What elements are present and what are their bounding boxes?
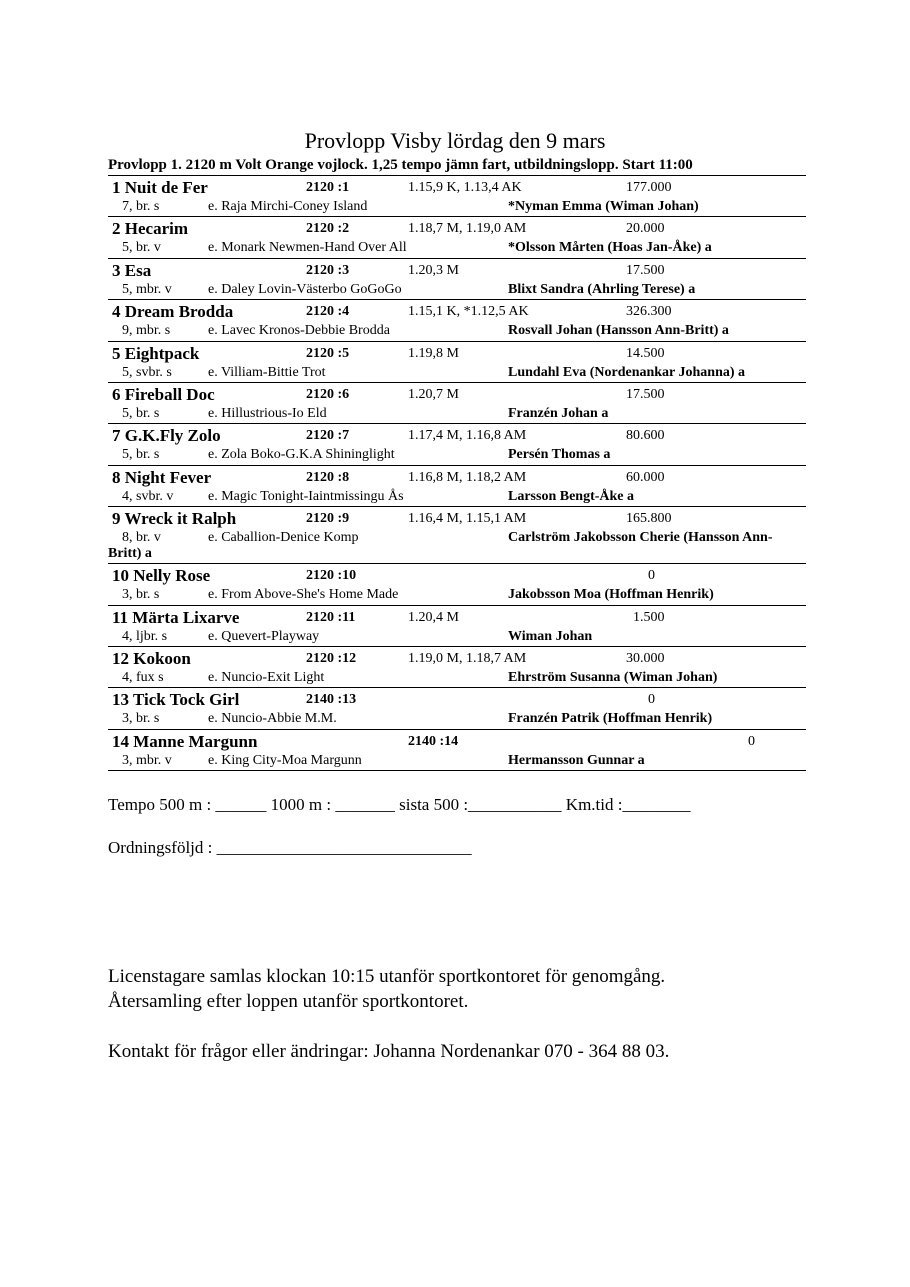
driver-trainer: Persén Thomas a bbox=[508, 447, 611, 463]
age-color-sex: 4, svbr. v bbox=[122, 488, 174, 504]
driver-trainer: Franzén Patrik (Hoffman Henrik) bbox=[508, 711, 713, 727]
driver-trainer: Franzén Johan a bbox=[508, 405, 609, 421]
records: 1.18,7 M, 1.19,0 AM bbox=[408, 221, 527, 237]
distance-post: 2120 :4 bbox=[306, 304, 350, 320]
distance-post: 2120 :11 bbox=[306, 609, 356, 625]
pedigree: e. Hillustrious-Io Eld bbox=[208, 405, 327, 421]
winnings: 60.000 bbox=[626, 469, 665, 485]
age-color-sex: 5, br. s bbox=[122, 447, 160, 463]
distance-post: 2140 :14 bbox=[408, 733, 459, 749]
winnings: 326.300 bbox=[626, 304, 672, 320]
distance-post: 2120 :2 bbox=[306, 221, 350, 237]
records: 1.15,1 K, *1.12,5 AK bbox=[408, 304, 529, 320]
pedigree: e. Villiam-Bittie Trot bbox=[208, 364, 326, 380]
entry-9 bbox=[108, 507, 806, 564]
pedigree: e. Nuncio-Abbie M.M. bbox=[208, 711, 337, 727]
records: 1.20,7 M bbox=[408, 386, 459, 402]
winnings: 20.000 bbox=[626, 221, 665, 237]
horse-name: 3 Esa bbox=[112, 260, 152, 280]
distance-post: 2140 :13 bbox=[306, 692, 357, 708]
entry-2 bbox=[108, 217, 806, 258]
horse-name: 11 Märta Lixarve bbox=[112, 607, 240, 627]
finish-order-fill-in-line: Ordningsföljd : ______________________________ bbox=[108, 838, 472, 857]
pedigree: e. Nuncio-Exit Light bbox=[208, 669, 325, 685]
entry-6 bbox=[108, 383, 806, 424]
distance-post: 2120 :10 bbox=[306, 568, 357, 584]
records: 1.16,8 M, 1.18,2 AM bbox=[408, 469, 527, 485]
distance-post: 2120 :1 bbox=[306, 180, 350, 195]
page-title: Provlopp Visby lördag den 9 mars bbox=[304, 128, 606, 153]
tempo-fill-in-line: Tempo 500 m : ______ 1000 m : _______ sista 500 :___________ Km.tid :________ bbox=[108, 795, 691, 814]
records: 1.19,8 M bbox=[408, 345, 459, 361]
entry-8 bbox=[108, 466, 806, 507]
winnings: 1.500 bbox=[633, 609, 665, 625]
pedigree: e. Lavec Kronos-Debbie Brodda bbox=[208, 323, 390, 339]
horse-name: 6 Fireball Doc bbox=[112, 384, 215, 404]
driver-trainer: Larsson Bengt-Åke a bbox=[508, 488, 635, 504]
driver-trainer: Jakobsson Moa (Hoffman Henrik) bbox=[508, 587, 714, 603]
age-color-sex: 4, ljbr. s bbox=[122, 628, 168, 644]
winnings: 17.500 bbox=[626, 386, 665, 402]
distance-post: 2120 :8 bbox=[306, 469, 350, 485]
age-color-sex: 5, br. s bbox=[122, 405, 160, 421]
age-color-sex: 4, fux s bbox=[122, 669, 164, 685]
entry-11 bbox=[108, 606, 806, 647]
records: 1.17,4 M, 1.16,8 AM bbox=[408, 428, 527, 444]
distance-post: 2120 :3 bbox=[306, 262, 350, 278]
distance-post: 2120 :7 bbox=[306, 428, 350, 444]
records: 1.15,9 K, 1.13,4 AK bbox=[408, 180, 522, 195]
driver-trainer: *Nyman Emma (Wiman Johan) bbox=[508, 199, 699, 214]
records: 1.19,0 M, 1.18,7 AM bbox=[408, 650, 527, 666]
horse-name: 8 Night Fever bbox=[112, 467, 212, 487]
winnings: 0 bbox=[648, 568, 655, 584]
age-color-sex: 5, mbr. v bbox=[122, 281, 172, 297]
horse-name: 5 Eightpack bbox=[112, 343, 200, 363]
winnings: 80.600 bbox=[626, 428, 665, 444]
driver-trainer: Lundahl Eva (Nordenankar Johanna) a bbox=[508, 364, 746, 380]
winnings: 165.800 bbox=[626, 511, 672, 527]
pedigree: e. Monark Newmen-Hand Over All bbox=[208, 240, 407, 256]
winnings: 177.000 bbox=[626, 180, 672, 195]
age-color-sex: 3, br. s bbox=[122, 711, 160, 727]
driver-trainer: Blixt Sandra (Ahrling Terese) a bbox=[508, 281, 696, 297]
entry-1 bbox=[108, 176, 806, 217]
winnings: 0 bbox=[748, 733, 755, 749]
entry-10 bbox=[108, 564, 806, 605]
pedigree: e. Daley Lovin-Västerbo GoGoGo bbox=[208, 281, 402, 297]
pedigree: e. King City-Moa Margunn bbox=[208, 752, 362, 768]
distance-post: 2120 :6 bbox=[306, 386, 350, 402]
driver-trainer: *Olsson Mårten (Hoas Jan-Åke) a bbox=[508, 240, 712, 256]
horse-name: 7 G.K.Fly Zolo bbox=[112, 426, 221, 446]
notice-reassembly: Återsamling efter loppen utanför sportkontoret. bbox=[108, 991, 469, 1012]
age-color-sex: 8, br. v bbox=[122, 530, 161, 546]
horse-name: 4 Dream Brodda bbox=[112, 302, 234, 322]
entry-13 bbox=[108, 688, 806, 729]
age-color-sex: 3, mbr. v bbox=[122, 752, 172, 768]
driver-trainer: Carlström Jakobsson Cherie (Hansson Ann- bbox=[508, 530, 773, 546]
entries-list bbox=[108, 175, 806, 771]
race-header: Provlopp 1. 2120 m Volt Orange vojlock. 1,25 tempo jämn fart, utbildningslopp. Start 11:00 bbox=[108, 157, 693, 173]
age-color-sex: 9, mbr. s bbox=[122, 323, 171, 339]
pedigree: e. From Above-She's Home Made bbox=[208, 587, 399, 603]
notice-assembly: Licenstagare samlas klockan 10:15 utanför sportkontoret för genomgång. bbox=[108, 966, 666, 987]
driver-trainer: Hermansson Gunnar a bbox=[508, 752, 645, 768]
winnings: 14.500 bbox=[626, 345, 665, 361]
pedigree: e. Zola Boko-G.K.A Shininglight bbox=[208, 447, 395, 463]
winnings: 17.500 bbox=[626, 262, 665, 278]
driver-trainer: Ehrström Susanna (Wiman Johan) bbox=[508, 669, 718, 685]
horse-name: 14 Manne Margunn bbox=[112, 731, 258, 751]
pedigree: e. Magic Tonight-Iaintmissingu Ås bbox=[208, 488, 404, 504]
age-color-sex: 3, br. s bbox=[122, 587, 160, 603]
records: 1.20,4 M bbox=[408, 609, 459, 625]
contact-info: Kontakt för frågor eller ändringar: Johanna Nordenankar 070 - 364 88 03. bbox=[108, 1041, 670, 1062]
horse-name: 1 Nuit de Fer bbox=[112, 178, 208, 197]
horse-name: 13 Tick Tock Girl bbox=[112, 690, 240, 710]
entry-5 bbox=[108, 342, 806, 383]
horse-name: 12 Kokoon bbox=[112, 648, 191, 668]
horse-name: 2 Hecarim bbox=[112, 219, 188, 239]
pedigree: e. Caballion-Denice Komp bbox=[208, 530, 359, 546]
distance-post: 2120 :5 bbox=[306, 345, 350, 361]
entry-14 bbox=[108, 730, 806, 771]
distance-post: 2120 :9 bbox=[306, 511, 350, 527]
entry-12 bbox=[108, 647, 806, 688]
entry-3 bbox=[108, 259, 806, 300]
distance-post: 2120 :12 bbox=[306, 650, 357, 666]
horse-name: 10 Nelly Rose bbox=[112, 566, 211, 586]
winnings: 30.000 bbox=[626, 650, 665, 666]
driver-trainer: Wiman Johan bbox=[508, 628, 593, 644]
driver-trainer-continued: Britt) a bbox=[108, 546, 152, 562]
pedigree: e. Raja Mirchi-Coney Island bbox=[208, 199, 368, 214]
horse-name: 9 Wreck it Ralph bbox=[112, 509, 237, 529]
driver-trainer: Rosvall Johan (Hansson Ann-Britt) a bbox=[508, 323, 729, 339]
entry-7 bbox=[108, 424, 806, 465]
records: 1.20,3 M bbox=[408, 262, 459, 278]
records: 1.16,4 M, 1.15,1 AM bbox=[408, 511, 527, 527]
entry-4 bbox=[108, 300, 806, 341]
age-color-sex: 5, br. v bbox=[122, 240, 161, 256]
winnings: 0 bbox=[648, 692, 655, 708]
age-color-sex: 7, br. s bbox=[122, 199, 160, 214]
age-color-sex: 5, svbr. s bbox=[122, 364, 172, 380]
pedigree: e. Quevert-Playway bbox=[208, 628, 320, 644]
